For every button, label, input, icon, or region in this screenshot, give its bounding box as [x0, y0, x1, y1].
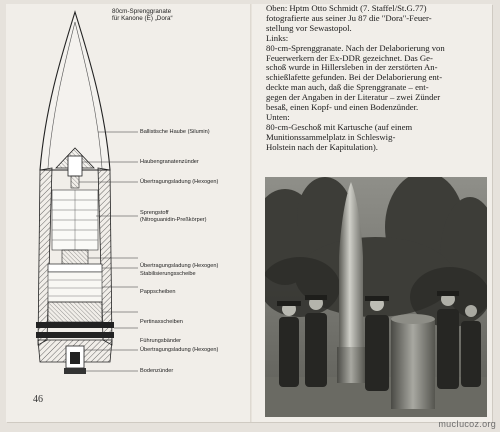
caption-links-title: Links:	[266, 32, 289, 43]
drawing-header-line-1: 80cm-Sprenggranate	[112, 8, 172, 15]
label-transfer-charge-3: Übertragungsladung (Hexogen)	[140, 347, 219, 353]
label-cardboard-discs: Pappscheiben	[140, 289, 176, 295]
caption-unten-title: Unten:	[266, 111, 290, 122]
watermark: mucIucoz.org	[438, 419, 496, 429]
drawing-header-line-2: für Kanone (E) „Dora“	[112, 15, 173, 23]
ballistic-cap-outline	[40, 12, 110, 170]
label-explosive-detail: (Nitroguanidin-Preßkörper)	[140, 217, 207, 223]
caption-links-4: schießlafette gefunden. Bei der Delaborierung ent-	[266, 72, 443, 83]
caption-oben-2: fotografierte aus seiner Ju 87 die "Dora"-Feuer-	[266, 12, 432, 23]
caption-oben-3: stellung vor Sewastopol.	[266, 22, 352, 33]
drawing-header	[112, 8, 173, 23]
label-pertinax-discs: Pertinaxscheiben	[140, 319, 183, 325]
caption-unten-1: 80-cm-Geschoß mit Kartusche (auf einem	[266, 121, 413, 132]
caption-block	[266, 4, 488, 153]
label-base-fuze: Bodenzünder	[140, 368, 174, 374]
caption-links-2: Feuerwerkern der Ex-DDR gezeichnet. Das Ge-	[266, 52, 433, 63]
label-transfer-charge-2: Übertragungsladung (Hexogen)	[140, 263, 219, 269]
caption-links-1: 80-cm-Sprenggranate. Nach der Delaborierung von	[266, 42, 445, 53]
caption-unten-2: Munitionssammelplatz in Schleswig-	[266, 131, 396, 142]
label-nose-fuze: Haubengranatenzünder	[140, 159, 199, 165]
label-ballistic-cap: Ballistische Haube (Silumin)	[140, 129, 210, 135]
caption-links-5: deckte man auch, daß die Sprenggranate – ent-	[266, 82, 429, 93]
caption-links-7: besaß, einen Kopf- und einen Bodenzünder.	[266, 102, 419, 113]
label-driving-bands: Führungsbänder	[140, 338, 182, 344]
caption-links-6: gegen der Angaben in der Literatur – zwei Zünder	[266, 92, 441, 103]
page-crease	[250, 4, 252, 422]
historical-photo	[265, 177, 487, 417]
label-explosive: Sprengstoff	[140, 210, 169, 216]
label-stabilizing-disk: Stabilisierungsscheibe	[140, 271, 196, 277]
caption-links-3: schoß wurde in Hillersleben in der zerstörten An-	[266, 62, 438, 73]
label-transfer-charge-1: Übertragungsladung (Hexogen)	[140, 179, 219, 185]
photo-illustration	[265, 177, 487, 417]
caption-oben-1: Oben: Hptm Otto Schmidt (7. Staffel/St.G.77)	[266, 3, 427, 13]
caption-unten-3: Holstein nach der Kapitulation).	[266, 141, 378, 152]
page-number: 46	[33, 394, 43, 405]
